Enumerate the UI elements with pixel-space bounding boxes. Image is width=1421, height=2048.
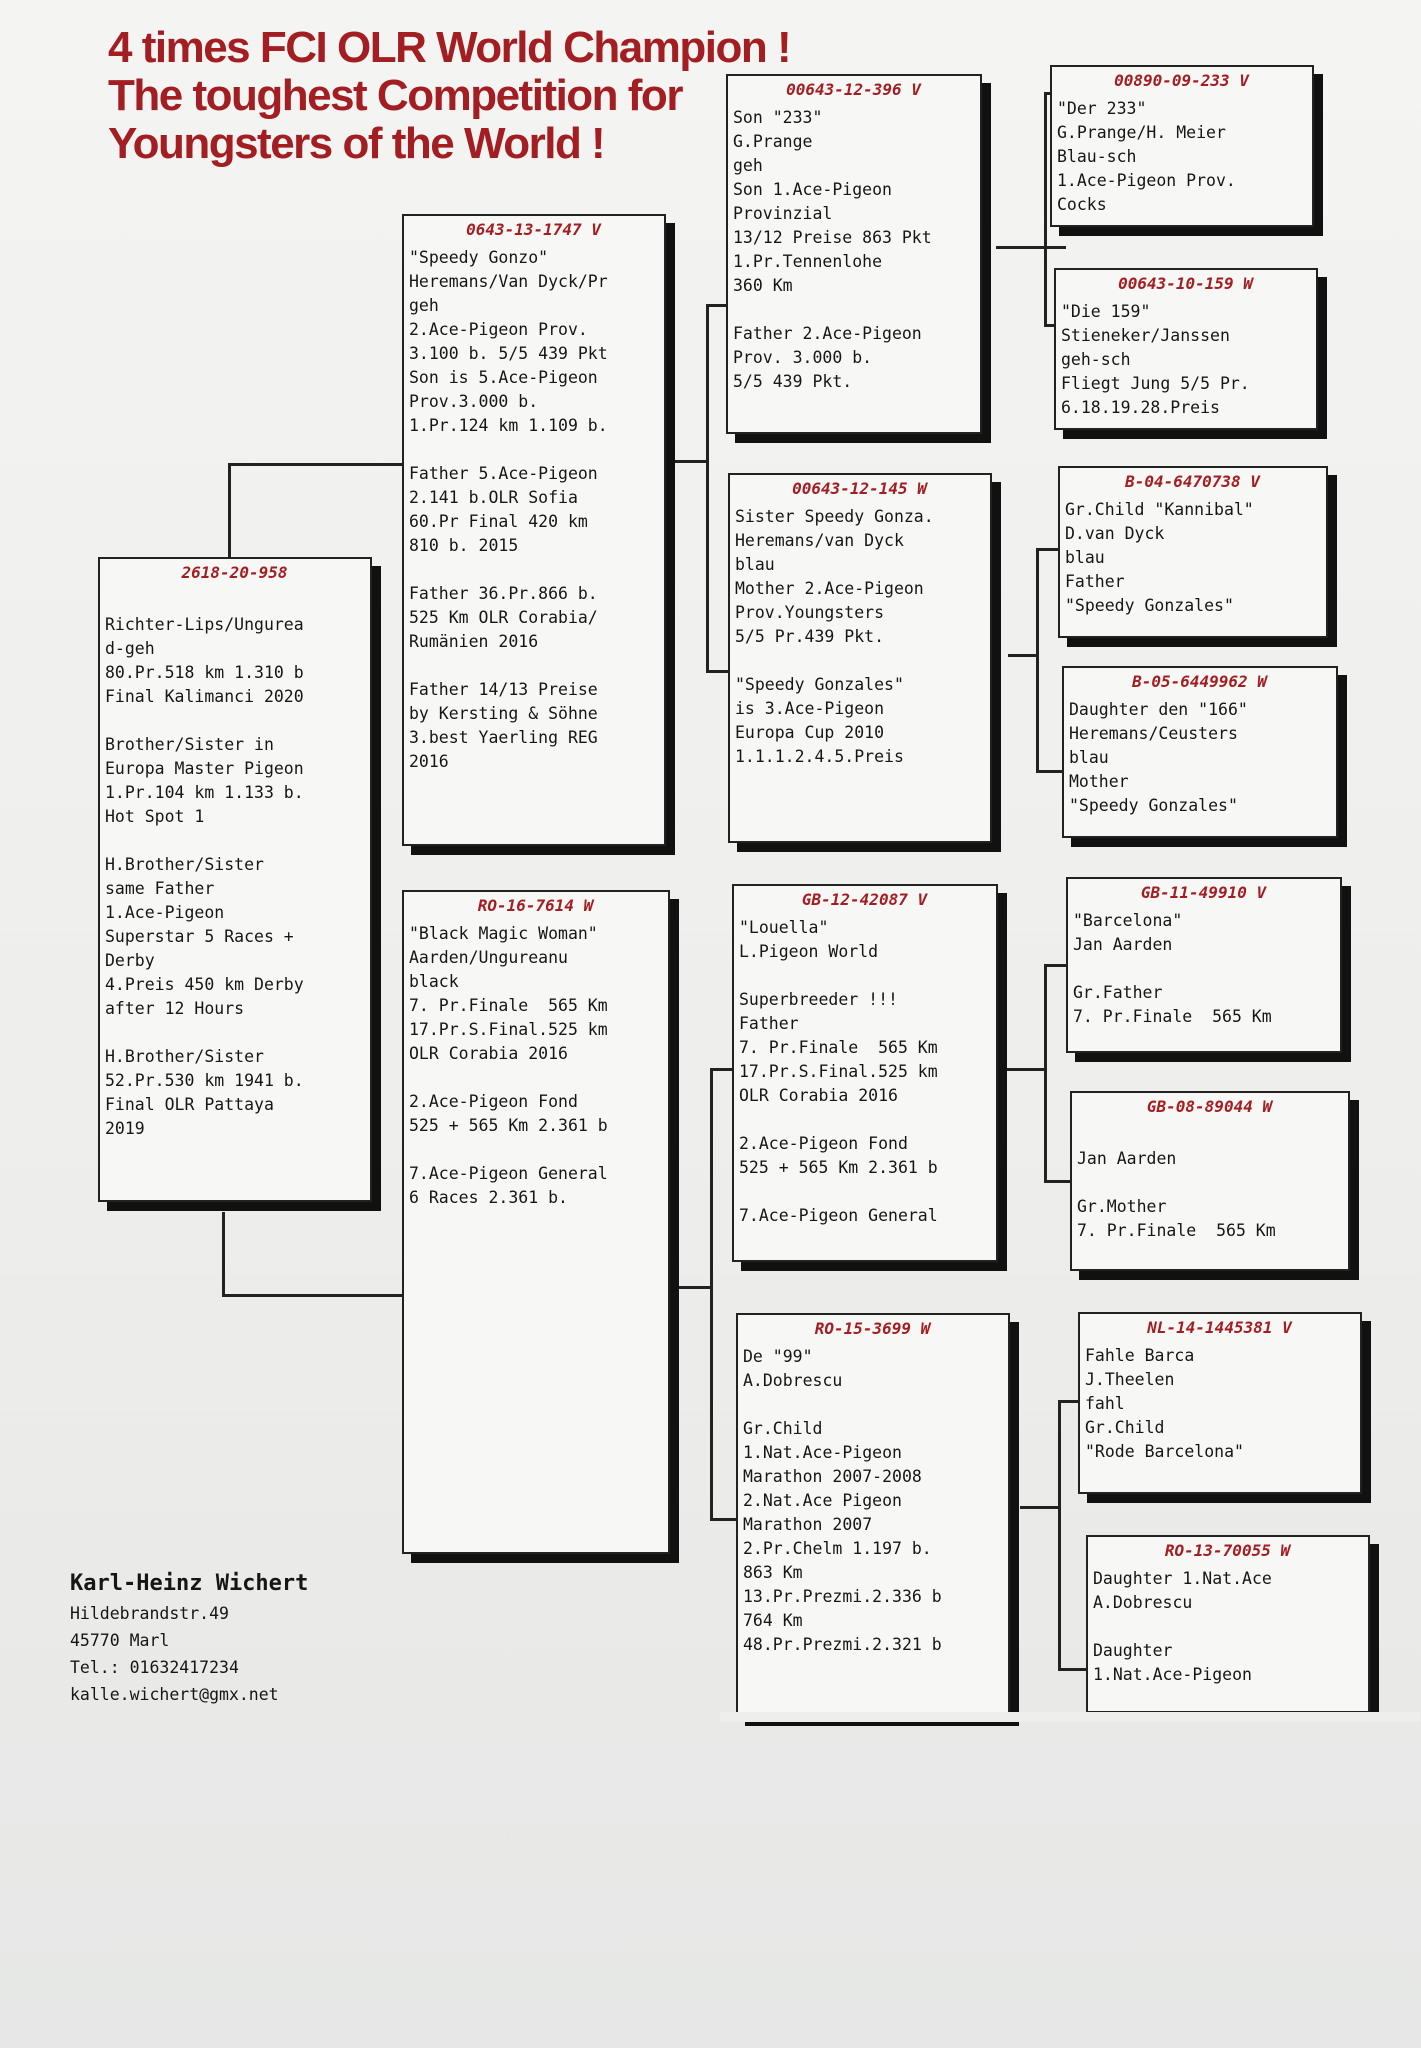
pedigree-text-line: "Rode Barcelona"	[1085, 1442, 1244, 1461]
connector-line	[706, 670, 730, 673]
pedigree-text-line: Heremans/van Dyck	[735, 531, 904, 550]
ring-number: GB-08-89044 W	[1146, 1097, 1273, 1116]
pedigree-text-line: Daughter 1.Nat.Ace	[1093, 1569, 1272, 1588]
pedigree-text-line: 7. Pr.Finale 565 Km	[739, 1038, 938, 1057]
pedigree-text-line: Father	[1065, 572, 1125, 591]
breeder-name: Karl-Heinz Wichert	[70, 1571, 309, 1596]
pedigree-text-line: Derby	[105, 951, 155, 970]
pedigree-text-line: geh-sch	[1061, 350, 1131, 369]
pedigree-text-line: "Speedy Gonzales"	[1069, 796, 1238, 815]
pedigree-text-line: Superbreeder !!!	[739, 990, 898, 1009]
pedigree-text-line: Provinzial	[733, 204, 833, 223]
connector-line	[1044, 92, 1047, 326]
connector-line	[1044, 1180, 1070, 1183]
pedigree-card-mmf	[1078, 1312, 1362, 1494]
pedigree-text-line: Stieneker/Janssen	[1061, 326, 1230, 345]
connector-line	[670, 460, 706, 463]
pedigree-text-line	[409, 1066, 662, 1090]
pedigree-text-line: 3.100 b. 5/5 439 Pkt	[409, 344, 608, 363]
pedigree-text-line: Rumänien 2016	[409, 632, 539, 651]
pedigree-text-line: "Speedy Gonzo"	[409, 248, 549, 267]
connector-line	[222, 1212, 225, 1296]
pedigree-text-line: 863 Km	[743, 1563, 803, 1582]
headline-line-3: Youngsters of the World !	[108, 119, 605, 168]
pedigree-text-line: Mother	[1069, 772, 1129, 791]
pedigree-text-line: 1.Ace-Pigeon Prov.	[1057, 171, 1236, 190]
pedigree-text-line: 17.Pr.S.Final.525 km	[739, 1062, 938, 1081]
pedigree-text-line	[409, 654, 658, 678]
pedigree-text-line: "Die 159"	[1061, 302, 1151, 321]
pedigree-text-line: 1.1.1.2.4.5.Preis	[735, 747, 904, 766]
pedigree-card-main	[98, 557, 372, 1202]
pedigree-text-line: after 12 Hours	[105, 999, 245, 1018]
pedigree-text-line: 810 b. 2015	[409, 536, 519, 555]
ring-number: B-05-6449962 W	[1132, 672, 1267, 691]
ring-number: RO-13-70055 W	[1164, 1541, 1291, 1560]
pedigree-card-mother-father	[732, 884, 998, 1262]
pedigree-text-line: geh	[733, 156, 763, 175]
pedigree-text-line: Daughter den "166"	[1069, 700, 1248, 719]
pedigree-text-line: 6 Races 2.361 b.	[409, 1188, 568, 1207]
ring-number: 00890-09-233 V	[1114, 71, 1249, 90]
pedigree-text-line: black	[409, 972, 459, 991]
pedigree-text-line: 2.Ace-Pigeon Fond	[409, 1092, 578, 1111]
pedigree-text-line	[105, 709, 364, 733]
pedigree-text-line: Prov.3.000 b.	[409, 392, 539, 411]
pedigree-text-line: Father 36.Pr.866 b.	[409, 584, 598, 603]
pedigree-card-father	[402, 214, 666, 846]
ring-number: 00643-12-145 W	[792, 479, 927, 498]
pedigree-text-line: 2.Pr.Chelm 1.197 b.	[743, 1539, 932, 1558]
pedigree-text-line: 1.Nat.Ace-Pigeon	[743, 1443, 902, 1462]
pedigree-text-line: 5/5 439 Pkt.	[733, 372, 853, 391]
pedigree-text-line: Brother/Sister in	[105, 735, 274, 754]
pedigree-text-line: Jan Aarden	[1077, 1149, 1177, 1168]
pedigree-text-line: Father 5.Ace-Pigeon	[409, 464, 598, 483]
pedigree-text-line	[735, 649, 984, 673]
breeder-email: kalle.wichert@gmx.net	[70, 1685, 279, 1704]
pedigree-text-line: Son "233"	[733, 108, 823, 127]
ring-number: 00643-10-159 W	[1118, 274, 1253, 293]
pedigree-text-line: Marathon 2007-2008	[743, 1467, 922, 1486]
connector-line	[710, 1518, 738, 1521]
pedigree-text-line: 52.Pr.530 km 1941 b.	[105, 1071, 304, 1090]
pedigree-text-line: Final OLR Pattaya	[105, 1095, 274, 1114]
pedigree-text-line: "Black Magic Woman"	[409, 924, 598, 943]
connector-line	[710, 1068, 713, 1520]
pedigree-text-line: 3.best Yaerling REG	[409, 728, 598, 747]
pedigree-text-line: geh	[409, 296, 439, 315]
connector-line	[1008, 654, 1038, 657]
pedigree-text-line	[1073, 957, 1334, 981]
pedigree-text-line: Hot Spot 1	[105, 807, 205, 826]
connector-line	[706, 304, 726, 307]
pedigree-text-line: 7. Pr.Finale 565 Km	[1077, 1221, 1276, 1240]
pedigree-text-line: Heremans/Van Dyck/Pr	[409, 272, 608, 291]
pedigree-text-line: blau	[735, 555, 775, 574]
breeder-contact	[70, 1568, 308, 1708]
pedigree-text-line: Aarden/Ungureanu	[409, 948, 568, 967]
pedigree-text-line: 4.Preis 450 km Derby	[105, 975, 304, 994]
pedigree-text-line: Prov. 3.000 b.	[733, 348, 873, 367]
breeder-city: 45770 Marl	[70, 1631, 170, 1650]
ring-number: GB-11-49910 V	[1140, 883, 1267, 902]
connector-line	[1044, 964, 1066, 967]
pedigree-text-line: 2.141 b.OLR Sofia	[409, 488, 578, 507]
pedigree-text-line: Superstar 5 Races +	[105, 927, 294, 946]
pedigree-text-line: blau	[1065, 548, 1105, 567]
pedigree-card-father-father	[726, 74, 982, 434]
ring-number: B-04-6470738 V	[1125, 472, 1260, 491]
pedigree-card-fmf	[1058, 466, 1328, 638]
pedigree-text-line: Gr.Child	[743, 1419, 823, 1438]
headline	[108, 24, 790, 168]
pedigree-text-line	[1077, 1171, 1342, 1195]
pedigree-text-line: d-geh	[105, 639, 155, 658]
connector-line	[1036, 548, 1039, 772]
ring-number: 2618-20-958	[181, 563, 288, 582]
headline-line-2: The toughest Competition for	[108, 71, 682, 120]
pedigree-text-line: 7.Ace-Pigeon General	[739, 1206, 938, 1225]
pedigree-text-line: H.Brother/Sister	[105, 855, 264, 874]
pedigree-text-line: Mother 2.Ace-Pigeon	[735, 579, 924, 598]
pedigree-text-line: "Louella"	[739, 918, 829, 937]
connector-line	[1036, 548, 1058, 551]
pedigree-text-line: Sister Speedy Gonza.	[735, 507, 934, 526]
pedigree-text-line: 525 Km OLR Corabia/	[409, 608, 598, 627]
pedigree-text-line: Europa Master Pigeon	[105, 759, 304, 778]
connector-line	[1058, 1668, 1086, 1671]
pedigree-text-line: D.van Dyck	[1065, 524, 1165, 543]
connector-line	[222, 1294, 402, 1297]
pedigree-text-line: Daughter	[1093, 1641, 1173, 1660]
pedigree-text-line: Europa Cup 2010	[735, 723, 885, 742]
ring-number: GB-12-42087 V	[801, 890, 928, 909]
pedigree-text-line: 7.Ace-Pigeon General	[409, 1164, 608, 1183]
pedigree-text-line: 80.Pr.518 km 1.310 b	[105, 663, 304, 682]
pedigree-text-line	[105, 1021, 364, 1045]
pedigree-card-mfm	[1070, 1091, 1350, 1271]
pedigree-text-line: 48.Pr.Prezmi.2.321 b	[743, 1635, 942, 1654]
pedigree-text-line: 360 Km	[733, 276, 793, 295]
pedigree-card-mff	[1066, 877, 1342, 1053]
pedigree-text-line: 7. Pr.Finale 565 Km	[1073, 1007, 1272, 1026]
pedigree-text-line: same Father	[105, 879, 215, 898]
connector-line	[1058, 1400, 1061, 1670]
pedigree-card-father-mother	[728, 473, 992, 843]
pedigree-text-line: "Speedy Gonzales"	[735, 675, 904, 694]
pedigree-text-line	[739, 1180, 990, 1204]
pedigree-text-line: J.Theelen	[1085, 1370, 1175, 1389]
pedigree-text-line	[1093, 1615, 1362, 1639]
pedigree-card-mmm	[1086, 1535, 1370, 1713]
pedigree-text-line: H.Brother/Sister	[105, 1047, 264, 1066]
pedigree-text-line	[739, 1108, 990, 1132]
pedigree-card-mother	[402, 890, 670, 1554]
pedigree-text-line: "Speedy Gonzales"	[1065, 596, 1234, 615]
pedigree-text-line: 60.Pr Final 420 km	[409, 512, 588, 531]
pedigree-text-line	[739, 964, 990, 988]
connector-line	[996, 246, 1066, 249]
pedigree-text-line: A.Dobrescu	[1093, 1593, 1193, 1612]
pedigree-text-line	[105, 589, 364, 613]
pedigree-text-line: blau	[1069, 748, 1109, 767]
pedigree-text-line	[409, 438, 658, 462]
pedigree-text-line: 13/12 Preise 863 Pkt	[733, 228, 932, 247]
pedigree-text-line: 1.Pr.104 km 1.133 b.	[105, 783, 304, 802]
connector-line	[1020, 1506, 1060, 1509]
pedigree-text-line: G.Prange	[733, 132, 813, 151]
pedigree-card-fmm	[1062, 666, 1338, 838]
pedigree-text-line: L.Pigeon World	[739, 942, 879, 961]
pedigree-text-line: A.Dobrescu	[743, 1371, 843, 1390]
headline-line-1: 4 times FCI OLR World Champion !	[108, 23, 791, 72]
breeder-street: Hildebrandstr.49	[70, 1604, 229, 1623]
pedigree-text-line: 13.Pr.Prezmi.2.336 b	[743, 1587, 942, 1606]
connector-line	[1058, 1400, 1078, 1403]
pedigree-text-line: Fahle Barca	[1085, 1346, 1195, 1365]
pedigree-card-ffm	[1054, 268, 1318, 430]
connector-line	[1044, 324, 1054, 327]
connector-line	[1036, 770, 1062, 773]
pedigree-text-line: 1.Ace-Pigeon	[105, 903, 225, 922]
pedigree-text-line: G.Prange/H. Meier	[1057, 123, 1226, 142]
pedigree-text-line: Son 1.Ace-Pigeon	[733, 180, 892, 199]
pedigree-text-line: "Der 233"	[1057, 99, 1147, 118]
pedigree-text-line	[409, 1138, 662, 1162]
pedigree-text-line	[409, 558, 658, 582]
pedigree-text-line: "Barcelona"	[1073, 911, 1183, 930]
page-blank-area	[720, 1712, 1420, 1722]
pedigree-text-line: Final Kalimanci 2020	[105, 687, 304, 706]
pedigree-text-line: 2.Ace-Pigeon Fond	[739, 1134, 908, 1153]
pedigree-text-line: Blau-sch	[1057, 147, 1137, 166]
pedigree-text-line: Gr.Child "Kannibal"	[1065, 500, 1254, 519]
pedigree-text-line	[105, 829, 364, 853]
pedigree-text-line: 764 Km	[743, 1611, 803, 1630]
pedigree-text-line: 2019	[105, 1119, 145, 1138]
pedigree-text-line: De "99"	[743, 1347, 813, 1366]
pedigree-text-line: is 3.Ace-Pigeon	[735, 699, 885, 718]
pedigree-text-line: 2.Nat.Ace Pigeon	[743, 1491, 902, 1510]
pedigree-text-line	[733, 298, 974, 322]
pedigree-text-line: Prov.Youngsters	[735, 603, 885, 622]
pedigree-text-line: by Kersting & Söhne	[409, 704, 598, 723]
pedigree-text-line: 1.Pr.Tennenlohe	[733, 252, 883, 271]
ring-number: 00643-12-396 V	[786, 80, 921, 99]
connector-line	[228, 463, 231, 559]
pedigree-text-line: 6.18.19.28.Preis	[1061, 398, 1220, 417]
connector-line	[1006, 1068, 1046, 1071]
connector-line	[228, 463, 402, 466]
ring-number: NL-14-1445381 V	[1147, 1318, 1292, 1337]
pedigree-text-line: OLR Corabia 2016	[739, 1086, 898, 1105]
pedigree-text-line	[1077, 1123, 1342, 1147]
pedigree-text-line: Jan Aarden	[1073, 935, 1173, 954]
ring-number: RO-16-7614 W	[477, 896, 594, 915]
pedigree-text-line: Heremans/Ceusters	[1069, 724, 1238, 743]
pedigree-text-line: Gr.Father	[1073, 983, 1163, 1002]
pedigree-text-line: 525 + 565 Km 2.361 b	[739, 1158, 938, 1177]
pedigree-text-line: Fliegt Jung 5/5 Pr.	[1061, 374, 1250, 393]
pedigree-text-line: 2016	[409, 752, 449, 771]
breeder-phone: Tel.: 01632417234	[70, 1658, 239, 1677]
connector-line	[674, 1286, 710, 1289]
pedigree-text-line: Father	[739, 1014, 799, 1033]
pedigree-text-line: Father 14/13 Preise	[409, 680, 598, 699]
pedigree-text-line: fahl	[1085, 1394, 1125, 1413]
pedigree-text-line: 1.Pr.124 km 1.109 b.	[409, 416, 608, 435]
pedigree-text-line: OLR Corabia 2016	[409, 1044, 568, 1063]
connector-line	[706, 304, 709, 672]
pedigree-text-line: Father 2.Ace-Pigeon	[733, 324, 922, 343]
pedigree-text-line: 525 + 565 Km 2.361 b	[409, 1116, 608, 1135]
pedigree-text-line: 5/5 Pr.439 Pkt.	[735, 627, 885, 646]
pedigree-text-line: Gr.Child	[1085, 1418, 1165, 1437]
connector-line	[710, 1068, 732, 1071]
pedigree-text-line	[743, 1393, 1002, 1417]
pedigree-card-mother-mother	[736, 1313, 1010, 1717]
ring-number: RO-15-3699 W	[814, 1319, 931, 1338]
pedigree-text-line: 7. Pr.Finale 565 Km	[409, 996, 608, 1015]
ring-number: 0643-13-1747 V	[466, 220, 601, 239]
connector-line	[1044, 964, 1047, 1182]
pedigree-text-line: Gr.Mother	[1077, 1197, 1167, 1216]
pedigree-text-line: 1.Nat.Ace-Pigeon	[1093, 1665, 1252, 1684]
pedigree-text-line: Richter-Lips/Ungurea	[105, 615, 304, 634]
pedigree-card-fff	[1050, 65, 1314, 227]
pedigree-text-line: 17.Pr.S.Final.525 km	[409, 1020, 608, 1039]
pedigree-text-line: Cocks	[1057, 195, 1107, 214]
pedigree-text-line: 2.Ace-Pigeon Prov.	[409, 320, 588, 339]
pedigree-text-line: Marathon 2007	[743, 1515, 873, 1534]
pedigree-text-line: Son is 5.Ace-Pigeon	[409, 368, 598, 387]
